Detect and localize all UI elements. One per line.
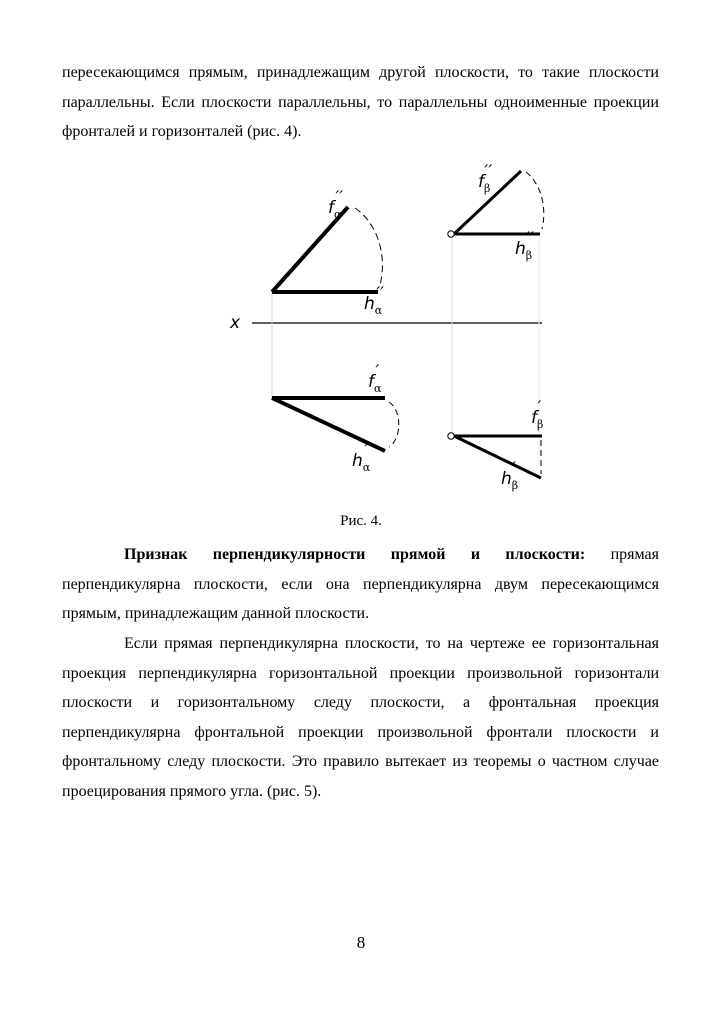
label-f-beta-front: $f_\beta''$ [478, 162, 493, 195]
rotation-arc-alpha-top [389, 402, 399, 447]
criterion-heading: Признак перпендикулярности прямой и плоскости: [124, 546, 586, 563]
horizontal-line-h-beta-top [454, 436, 541, 478]
criterion-text: прямая перпендикулярна плоскости, если она перпендикулярна двум пересекающимся прямым, принадлежащим данной плоскости. [62, 546, 660, 623]
label-f-alpha-front: $f_\alpha''$ [328, 188, 344, 221]
label-h-alpha-front: $h_\alpha''$ [364, 284, 384, 317]
paragraph-parallel-planes: пересекающимся прямым, принадлежащим другой плоскости, то такие плоскости параллельны. Если плоскости параллельны, то параллельны одноименные проекции фронталей и горизонталей (рис. 4). [62, 64, 659, 141]
vertex-point-beta-top [448, 433, 454, 439]
label-h-beta-front: $h_\beta''$ [515, 229, 534, 262]
label-f-alpha-top: $f_\alpha'$ [368, 362, 382, 395]
paragraph-perpendicularity-criterion [62, 540, 659, 629]
label-h-beta-top: $h_\beta'$ [501, 459, 519, 492]
axis-label-x: x [230, 313, 241, 333]
label-h-alpha-top: $h_\alpha'$ [352, 441, 371, 474]
page-number: 8 [356, 933, 366, 952]
rotation-arc-beta-front [526, 172, 544, 229]
vertex-point-beta-front [448, 231, 454, 237]
label-f-beta-top: $f_\beta'$ [531, 398, 544, 431]
figure-caption: Рис. 4. [340, 513, 382, 529]
rotation-arc-alpha-front [355, 208, 382, 285]
paragraph-perpendicular-projections: Если прямая перпендикулярна плоскости, то на чертеже ее горизонтальная проекция перпендикулярна горизонтальной проекции произвольной горизонтали плоскости и горизонтальному следу плоскости, а фронтальная проекция перпендикулярна фронтальной проекции произвольной фронтали плоскости и фронтальному следу плоскости. Это правило вытекает из теоремы о частном случае проецирования прямого угла. (рис. 5). [62, 635, 659, 800]
